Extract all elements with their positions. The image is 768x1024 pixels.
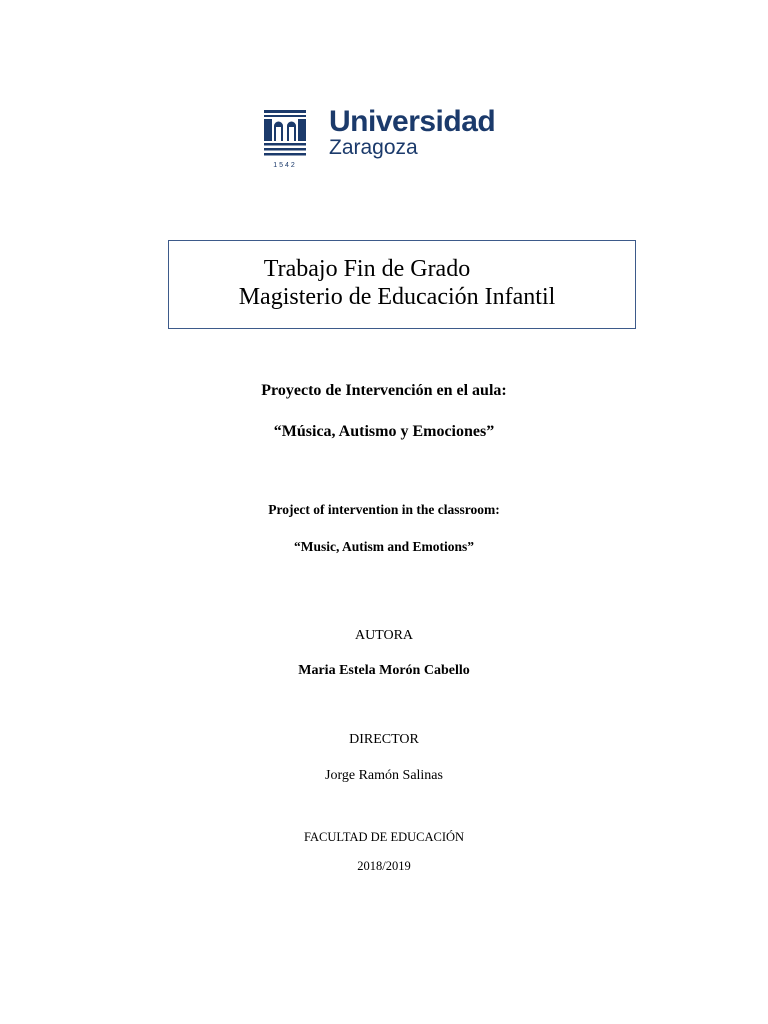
project-title-spanish: “Música, Autismo y Emociones”	[273, 423, 495, 440]
project-title-english: “Music, Autism and Emotions”	[293, 539, 475, 554]
academic-year: 2018/2019	[357, 859, 411, 873]
thesis-title-box	[168, 240, 636, 329]
director-heading: DIRECTOR	[349, 732, 419, 747]
logo-founding-year: 1542	[273, 162, 297, 169]
logo-city-name: Zaragoza	[329, 136, 418, 159]
project-label-spanish: Proyecto de Intervención en el aula:	[261, 382, 507, 399]
author-name: Maria Estela Morón Cabello	[298, 663, 470, 678]
thesis-type: Trabajo Fin de Grado	[263, 256, 471, 282]
degree-name: Magisterio de Educación Infantil	[238, 284, 556, 310]
project-label-english: Project of intervention in the classroom:	[268, 502, 500, 517]
logo-university-name: Universidad	[329, 105, 496, 138]
director-name: Jorge Ramón Salinas	[325, 768, 443, 783]
faculty-name: FACULTAD DE EDUCACIÓN	[303, 830, 465, 844]
author-heading: AUTORA	[354, 628, 414, 643]
university-logo	[262, 104, 502, 176]
